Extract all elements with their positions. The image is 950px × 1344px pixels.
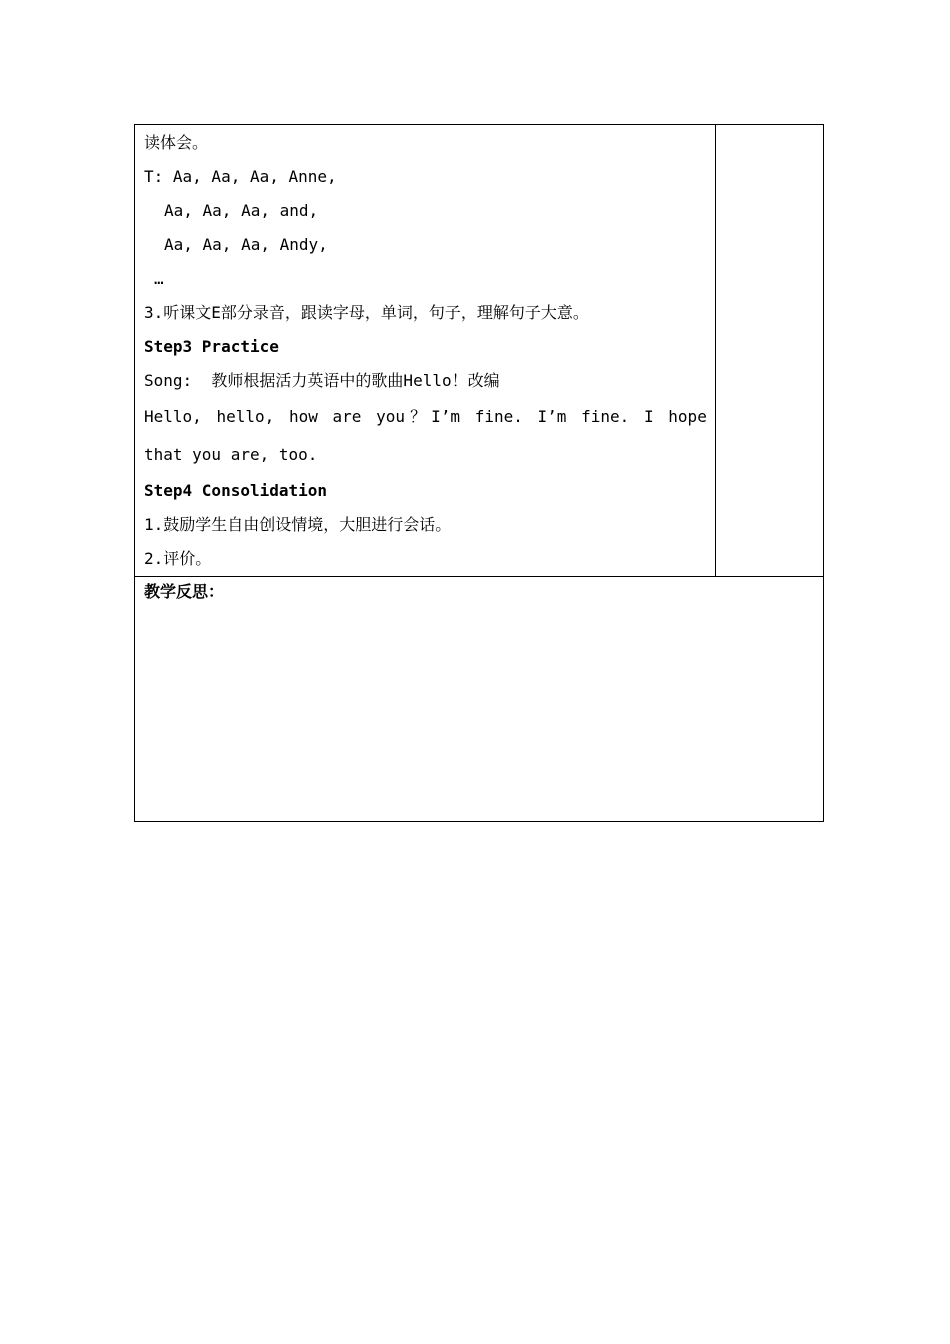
reflection-row <box>135 577 824 822</box>
procedure-cell <box>135 125 716 577</box>
chant-line: Aa, Aa, Aa, Andy, <box>164 235 328 254</box>
text-line: Song: 教师根据活力英语中的歌曲Hello！改编 <box>144 371 500 390</box>
text-line: 2.评价。 <box>144 549 212 568</box>
ellipsis: … <box>154 269 164 288</box>
song-lyric-line: Hello, hello, how are you？I’m fine. I’m fine. I hope <box>144 407 707 426</box>
reflection-cell <box>135 577 824 822</box>
step-heading: Step3 Practice <box>144 337 279 356</box>
text-line: 3.听课文E部分录音，跟读字母，单词，句子，理解句子大意。 <box>144 303 589 322</box>
chant-line: T: Aa, Aa, Aa, Anne, <box>144 167 337 186</box>
procedure-row <box>135 125 824 577</box>
reflection-title: 教学反思： <box>144 582 225 601</box>
step-heading: Step4 Consolidation <box>144 481 328 500</box>
lesson-plan-table <box>134 124 824 822</box>
text-line: 1.鼓励学生自由创设情境，大胆进行会话。 <box>144 515 452 534</box>
text-line: 读体会。 <box>144 133 209 152</box>
notes-cell <box>715 125 823 577</box>
song-lyric-line: that you are, too. <box>144 445 318 464</box>
chant-line: Aa, Aa, Aa, and, <box>164 201 319 220</box>
